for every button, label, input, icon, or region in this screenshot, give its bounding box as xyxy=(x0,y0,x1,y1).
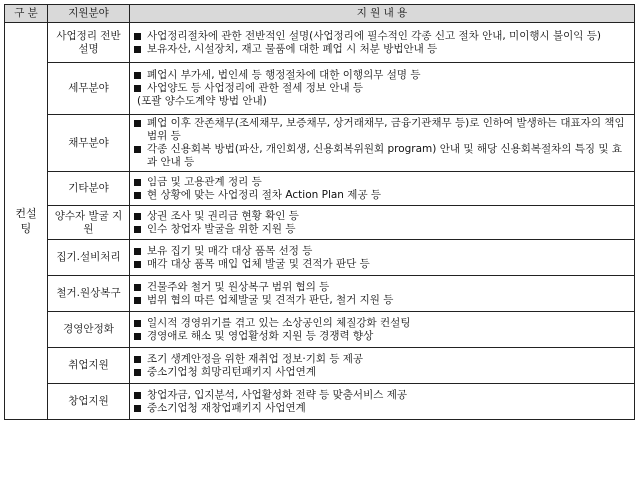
bullet-text: 폐업 이후 잔존채무(조세채무, 보증채무, 상거래채무, 금융기관채무 등)로 인하여 발생하는 대표자의 책임범위 등 xyxy=(147,117,625,142)
square-bullet-icon xyxy=(134,146,141,153)
support-detail-cell xyxy=(130,23,635,63)
support-area-cell: 취업지원 xyxy=(48,348,130,384)
square-bullet-icon xyxy=(134,226,141,233)
bullet-text: 건물주와 철거 및 원상복구 범위 협의 등 xyxy=(147,280,330,293)
support-detail-cell xyxy=(130,206,635,240)
support-detail-cell xyxy=(130,63,635,115)
support-area-cell: 채무분야 xyxy=(48,115,130,172)
square-bullet-icon xyxy=(134,120,141,127)
square-bullet-icon xyxy=(134,392,141,399)
bullet-item xyxy=(134,117,630,143)
bullet-item xyxy=(134,43,630,56)
bullet-text: 경영애로 해소 및 영업활성화 지원 등 경쟁력 향상 xyxy=(147,329,374,342)
bullet-text: (포괄 양수도계약 방법 안내) xyxy=(137,95,267,107)
square-bullet-icon xyxy=(134,213,141,220)
bullet-item xyxy=(134,245,630,258)
square-bullet-icon xyxy=(134,72,141,79)
square-bullet-icon xyxy=(134,356,141,363)
square-bullet-icon xyxy=(134,179,141,186)
support-area-cell: 철거.원상복구 xyxy=(48,276,130,312)
bullet-item xyxy=(134,82,630,95)
table-row xyxy=(5,384,635,420)
square-bullet-icon xyxy=(134,192,141,199)
support-area-cell: 기타분야 xyxy=(48,172,130,206)
table-row xyxy=(5,63,635,115)
table-row xyxy=(5,115,635,172)
bullet-item xyxy=(134,258,630,271)
bullet-text: 사업양도 등 사업정리에 관한 절세 정보 안내 등 xyxy=(147,82,364,94)
support-area-cell: 창업지원 xyxy=(48,384,130,420)
bullet-item xyxy=(134,69,630,82)
bullet-item xyxy=(134,30,630,43)
bullet-text: 일시적 경영위기를 겪고 있는 소상공인의 체질강화 컨설팅 xyxy=(147,316,411,329)
bullet-text: 임금 및 고용관계 정리 등 xyxy=(147,175,262,188)
support-area-cell: 세무분야 xyxy=(48,63,130,115)
support-area-cell: 양수자 발굴 지원 xyxy=(48,206,130,240)
support-detail-cell xyxy=(130,384,635,420)
bullet-text: 폐업시 부가세, 법인세 등 행정절차에 대한 이행의무 설명 등 xyxy=(147,69,421,81)
bullet-text: 사업정리절차에 관한 전반적인 설명(사업정리에 필수적인 각종 신고 절차 안내, 미이행시 불이익 등) xyxy=(147,29,601,42)
bullet-text: 상권 조사 및 권리금 현황 확인 등 xyxy=(147,209,299,222)
consulting-support-table xyxy=(4,4,635,420)
bullet-text: 인수 창업자 발굴을 위한 지원 등 xyxy=(147,222,296,235)
bullet-item xyxy=(134,189,630,202)
bullet-item xyxy=(134,330,630,343)
square-bullet-icon xyxy=(134,248,141,255)
square-bullet-icon xyxy=(134,369,141,376)
table-body xyxy=(5,23,635,420)
bullet-item xyxy=(134,210,630,223)
bullet-text: 보유 집기 및 매각 대상 품목 선정 등 xyxy=(147,244,313,257)
header-division: 구 분 xyxy=(5,5,48,23)
support-area-cell: 사업정리 전반설명 xyxy=(48,23,130,63)
table-row xyxy=(5,172,635,206)
bullet-text: 매각 대상 품목 매입 업체 발굴 및 견적가 판단 등 xyxy=(147,257,370,270)
bullet-item xyxy=(134,176,630,189)
bullet-item xyxy=(134,389,630,402)
support-detail-cell xyxy=(130,276,635,312)
bullet-text: 창업자금, 입지분석, 사업활성화 전략 등 맞춤서비스 제공 xyxy=(147,388,407,401)
square-bullet-icon xyxy=(134,405,141,412)
support-area-cell: 경영안정화 xyxy=(48,312,130,348)
square-bullet-icon xyxy=(134,85,141,92)
division-label: 컨설팅 xyxy=(15,207,37,235)
bullet-item xyxy=(134,353,630,366)
square-bullet-icon xyxy=(134,33,141,40)
table-row xyxy=(5,312,635,348)
bullet-text: 조기 생계안정을 위한 재취업 정보·기회 등 제공 xyxy=(147,352,364,365)
square-bullet-icon xyxy=(134,297,141,304)
table-row xyxy=(5,348,635,384)
bullet-item xyxy=(134,294,630,307)
support-detail-cell xyxy=(130,115,635,172)
note-line xyxy=(134,95,630,108)
bullet-item xyxy=(134,402,630,415)
bullet-text: 각종 신용회복 방법(파산, 개인회생, 신용회복위원회 program) 안내 및 해당 신용회복절차의 특징 및 효과 안내 등 xyxy=(147,143,623,168)
bullet-text: 중소기업청 재창업패키지 사업연계 xyxy=(147,401,306,414)
support-detail-cell xyxy=(130,348,635,384)
division-cell xyxy=(5,23,48,420)
support-detail-cell xyxy=(130,240,635,276)
square-bullet-icon xyxy=(134,261,141,268)
bullet-item xyxy=(134,223,630,236)
bullet-text: 중소기업청 희망리턴패키지 사업연계 xyxy=(147,365,316,378)
bullet-item xyxy=(134,317,630,330)
bullet-text: 현 상황에 맞는 사업정리 절차 Action Plan 제공 등 xyxy=(147,188,382,201)
header-area: 지원분야 xyxy=(48,5,130,23)
support-detail-cell xyxy=(130,172,635,206)
header-detail: 지 원 내 용 xyxy=(130,5,635,23)
table-row xyxy=(5,240,635,276)
support-detail-cell xyxy=(130,312,635,348)
support-area-cell: 집기.설비처리 xyxy=(48,240,130,276)
bullet-text: 범위 협의 따른 업체발굴 및 견적가 판단, 철거 지원 등 xyxy=(147,293,394,306)
bullet-item xyxy=(134,281,630,294)
square-bullet-icon xyxy=(134,284,141,291)
square-bullet-icon xyxy=(134,333,141,340)
bullet-item xyxy=(134,366,630,379)
table-row xyxy=(5,23,635,63)
table-row xyxy=(5,276,635,312)
bullet-text: 보유자산, 시설장치, 재고 물품에 대한 폐업 시 처분 방법안내 등 xyxy=(147,42,438,55)
bullet-item xyxy=(134,143,630,169)
table-header-row xyxy=(5,5,635,23)
table-row xyxy=(5,206,635,240)
square-bullet-icon xyxy=(134,46,141,53)
square-bullet-icon xyxy=(134,320,141,327)
